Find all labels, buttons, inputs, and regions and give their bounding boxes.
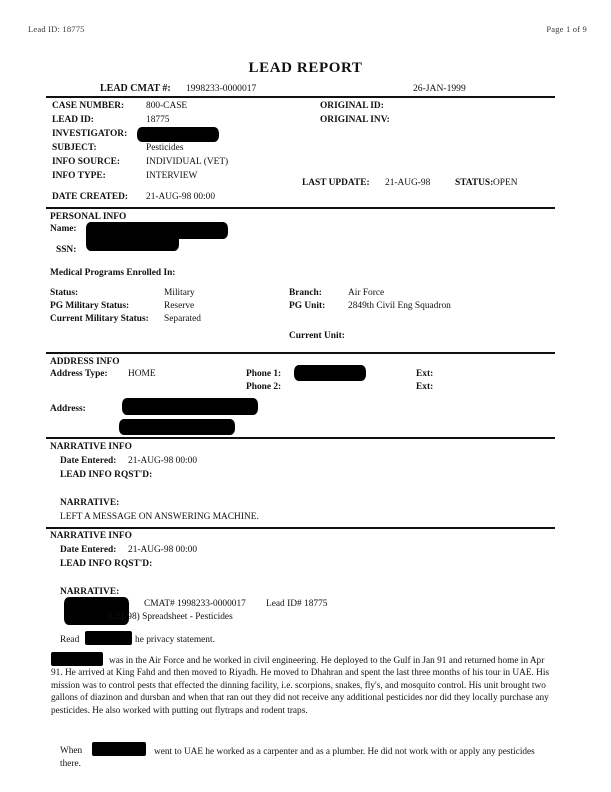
subject-label: SUBJECT: [52, 143, 97, 153]
rule-under-case-info [46, 207, 555, 209]
lead-cmat-label: LEAD CMAT #: [100, 83, 171, 94]
military-status-value: Military [164, 288, 195, 298]
narrative-2-date-entered-label: Date Entered: [60, 545, 117, 555]
info-type-label: INFO TYPE: [52, 171, 106, 181]
current-military-status-label: Current Military Status: [50, 314, 149, 324]
lead-id-label: LEAD ID: [52, 115, 94, 125]
current-unit-label: Current Unit: [289, 331, 345, 341]
address-label: Address: [50, 404, 86, 414]
info-type-value: INTERVIEW [146, 171, 198, 181]
narrative-2-privacy-prefix: Read [60, 635, 80, 645]
original-id-label: ORIGINAL ID: [320, 101, 384, 111]
narrative-1-heading: NARRATIVE INFO [50, 442, 132, 452]
narrative-2-cmat-ref: CMAT# 1998233-0000017 [144, 599, 246, 609]
personal-info-heading: PERSONAL INFO [50, 212, 127, 222]
ext2-label: Ext: [416, 382, 434, 392]
running-head-lead-id: Lead ID: 18775 [28, 24, 85, 34]
name-label: Name: [50, 224, 77, 234]
case-number-label: CASE NUMBER: [52, 101, 125, 111]
phone2-label: Phone 2: [246, 382, 282, 392]
branch-value: Air Force [348, 288, 385, 298]
subject-value: Pesticides [146, 143, 184, 153]
last-update-value: 21-AUG-98 [385, 178, 431, 188]
narrative-2-lead-info-rqstd-label: LEAD INFO RQST'D: [60, 559, 153, 569]
date-created-label: DATE CREATED: [52, 192, 128, 202]
lead-cmat-value: 1998233-0000017 [186, 83, 257, 94]
page-title: LEAD REPORT [248, 60, 363, 76]
info-source-value: INDIVIDUAL (VET) [146, 157, 229, 167]
narrative-2-date-entered-value: 21-AUG-98 00:00 [128, 545, 198, 555]
report-date: 26-JAN-1999 [413, 83, 466, 94]
rule-under-personal-info [46, 352, 555, 354]
narrative-1-date-entered-value: 21-AUG-98 00:00 [128, 456, 198, 466]
narrative-1-date-entered-label: Date Entered: [60, 456, 117, 466]
address-info-heading: ADDRESS INFO [50, 357, 120, 367]
status-label: STATUS: [455, 178, 494, 188]
narrative-1-label: NARRATIVE: [60, 498, 120, 508]
address-type-label: Address Type: [50, 369, 108, 379]
military-status-label: Status: [50, 288, 79, 298]
ext1-label: Ext: [416, 369, 434, 379]
narrative-2-heading: NARRATIVE INFO [50, 531, 132, 541]
redaction-address-line2 [119, 419, 235, 435]
redaction-address-line1 [122, 398, 258, 415]
redaction-investigator [137, 127, 219, 142]
status-value: OPEN [493, 178, 518, 188]
rule-under-address-info [46, 437, 555, 439]
original-inv-label: ORIGINAL INV: [320, 115, 390, 125]
phone1-label: Phone 1: [246, 369, 282, 379]
info-source-label: INFO SOURCE: [52, 157, 120, 167]
pg-military-status-label: PG Military Status: [50, 301, 130, 311]
redaction-phone1 [294, 365, 366, 381]
rule-under-cmat [46, 96, 555, 98]
branch-label: Branch: [289, 288, 322, 298]
redaction-privacy-name [85, 631, 132, 645]
pg-military-status-value: Reserve [164, 301, 195, 311]
narrative-2-label: NARRATIVE: [60, 587, 120, 597]
address-type-value: HOME [128, 369, 156, 379]
narrative-2-privacy-suffix: he privacy statement. [135, 635, 215, 645]
pg-unit-label: PG Unit: [289, 301, 326, 311]
narrative-2-lead-id-ref: Lead ID# 18775 [266, 599, 328, 609]
narrative-2-paragraph-1: was in the Air Force and he worked in civil engineering. He deployed to the Gulf in Jan 91 and returned home in Apr 91. He arrived at King Fahd and then moved to Riyadh. He moved to Dhahran and spent the last three months of his tour in UAE. His mission was to control pests that effected the dinning facility, i.e. scorpions, snakes, fly's, and mosquito control. His unit brought two gallons of diazinon and dursban and when that ran out they did not receive any additional pesticides nor did they locally purchase any pesticides. He also worked with putting out flytraps and rodent traps. [51, 656, 550, 716]
narrative-2-paragraph-2: went to UAE he worked as a carpenter and as a plumber. He did not work with or apply any pesticides there. [60, 747, 535, 770]
lead-id-value: 18775 [146, 115, 170, 125]
narrative-1-lead-info-rqstd-label: LEAD INFO RQST'D: [60, 470, 153, 480]
rule-under-narrative-1 [46, 527, 555, 529]
narrative-2-spreadsheet-line: 8/21/98) Spreadsheet - Pesticides [108, 612, 233, 622]
narrative-1-body: LEFT A MESSAGE ON ANSWERING MACHINE. [60, 512, 259, 522]
last-update-label: LAST UPDATE: [302, 178, 370, 188]
date-created-value: 21-AUG-98 00:00 [146, 192, 216, 202]
medical-programs-label: Medical Programs Enrolled In: [50, 268, 176, 278]
case-number-value: 800-CASE [146, 101, 188, 111]
redaction-name-extension [86, 222, 228, 239]
pg-unit-value: 2849th Civil Eng Squadron [348, 301, 451, 311]
investigator-label: INVESTIGATOR: [52, 129, 128, 139]
narrative-2-paragraph-2-prefix: When [60, 746, 83, 756]
current-military-status-value: Separated [164, 314, 201, 324]
running-head-page-number: Page 1 of 9 [546, 24, 587, 34]
ssn-label: SSN: [56, 245, 77, 255]
